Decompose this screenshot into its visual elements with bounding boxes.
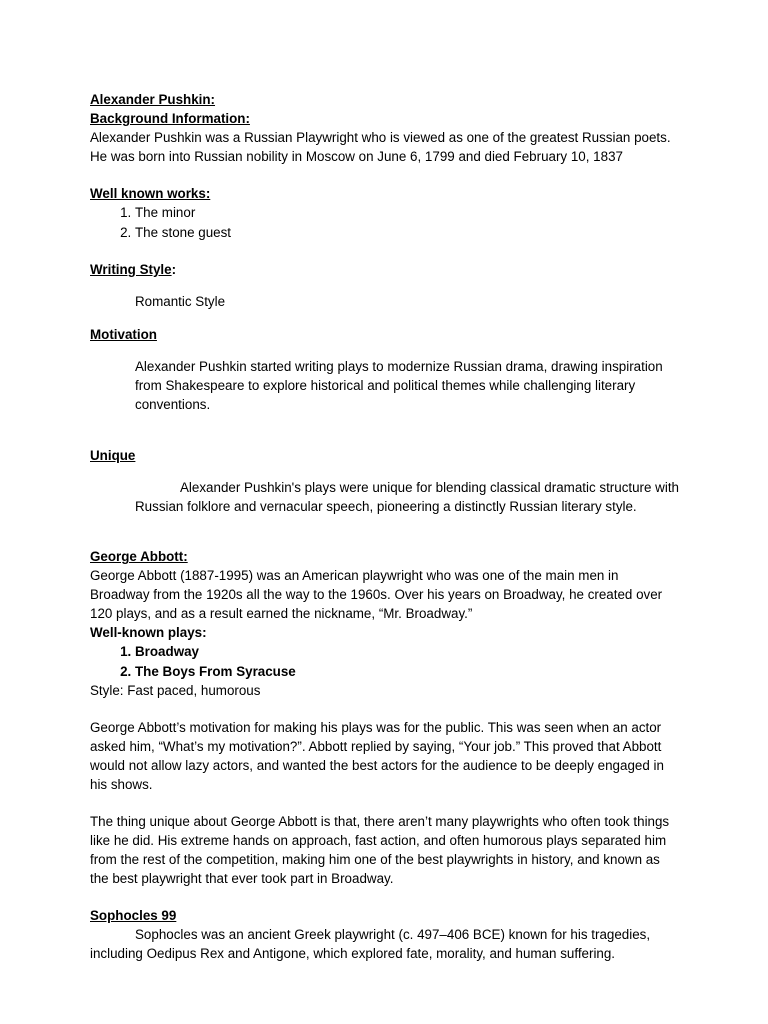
pushkin-background-text: Alexander Pushkin was a Russian Playwright who is viewed as one of the greatest Russian poets. He was born into Russian nobility in Moscow on June 6, 1799 and died February 10, 1837 (90, 130, 671, 164)
pushkin-heading: Alexander Pushkin: (90, 92, 216, 107)
abbott-works-list (90, 642, 680, 681)
abbott-works-heading-line (90, 623, 680, 642)
spacer (90, 166, 680, 184)
list-item: 1. The minor (135, 203, 680, 223)
spacer (90, 794, 680, 812)
spacer (90, 700, 680, 718)
list-item: 1. Broadway (135, 642, 680, 662)
spacer (90, 242, 680, 260)
spacer (90, 888, 680, 906)
pushkin-unique-heading: Unique (90, 447, 136, 463)
pushkin-motivation-heading: Motivation (90, 326, 157, 342)
abbott-works-colon: : (202, 625, 207, 641)
pushkin-style-heading-line (90, 260, 680, 279)
list-item: 2. The Boys From Syracuse (135, 662, 680, 682)
abbott-style-text: Style: Fast paced, humorous (90, 683, 261, 699)
sophocles-heading: Sophocles 99 (90, 908, 177, 924)
pushkin-style-text: Romantic Style (135, 294, 226, 310)
pushkin-works-list (90, 203, 680, 242)
spacer (90, 428, 680, 446)
pushkin-style-colon: : (171, 262, 177, 277)
document-page (90, 90, 680, 963)
abbott-bio-text: George Abbott (1887-1995) was an American playwright who was one of the main men in Broadway from the 1920s all the way to the 1960s. Over his years on Broadway, he created over 120 plays, and as a result earned the nickname, “Mr. Broadway.” (90, 568, 663, 622)
abbott-motivation-text: George Abbott’s motivation for making his plays was for the public. This was seen when an actor asked him, “What’s my motivation?”. Abbott replied by saying, “Your job.” This proved that Abbott would not allow lazy actors, and wanted the best actors for the audience to be deeply engaged in his shows. (90, 720, 664, 793)
pushkin-unique-text: Alexander Pushkin's plays were unique for blending classical dramatic structure with Russian folklore and vernacular speech, pioneering a distinctly Russian literary style. (135, 479, 679, 514)
pushkin-works-heading: Well known works: (90, 186, 211, 201)
abbott-heading: George Abbott: (90, 549, 188, 565)
background-heading: Background Information: (90, 111, 250, 126)
list-item: 2. The stone guest (135, 223, 680, 243)
pushkin-style-heading: Writing Style (90, 262, 172, 277)
pushkin-motivation-text: Alexander Pushkin started writing plays to modernize Russian drama, drawing inspiration from Shakespeare to explore historical and political themes while challenging literary conventions. (135, 359, 663, 413)
sophocles-bio-text: Sophocles was an ancient Greek playwright (c. 497–406 BCE) known for his tragedies, including Oedipus Rex and Antigone, which explored fate, morality, and human suffering. (90, 927, 651, 962)
spacer (90, 529, 680, 547)
abbott-works-heading: Well-known plays (90, 625, 203, 641)
abbott-unique-text: The thing unique about George Abbott is that, there aren’t many playwrights who often took things like he did. His extreme hands on approach, fast action, and often humorous plays separated him from the rest of the competition, making him one of the best playwrights in history, and known as the best playwright that ever took part in Broadway. (90, 814, 670, 887)
